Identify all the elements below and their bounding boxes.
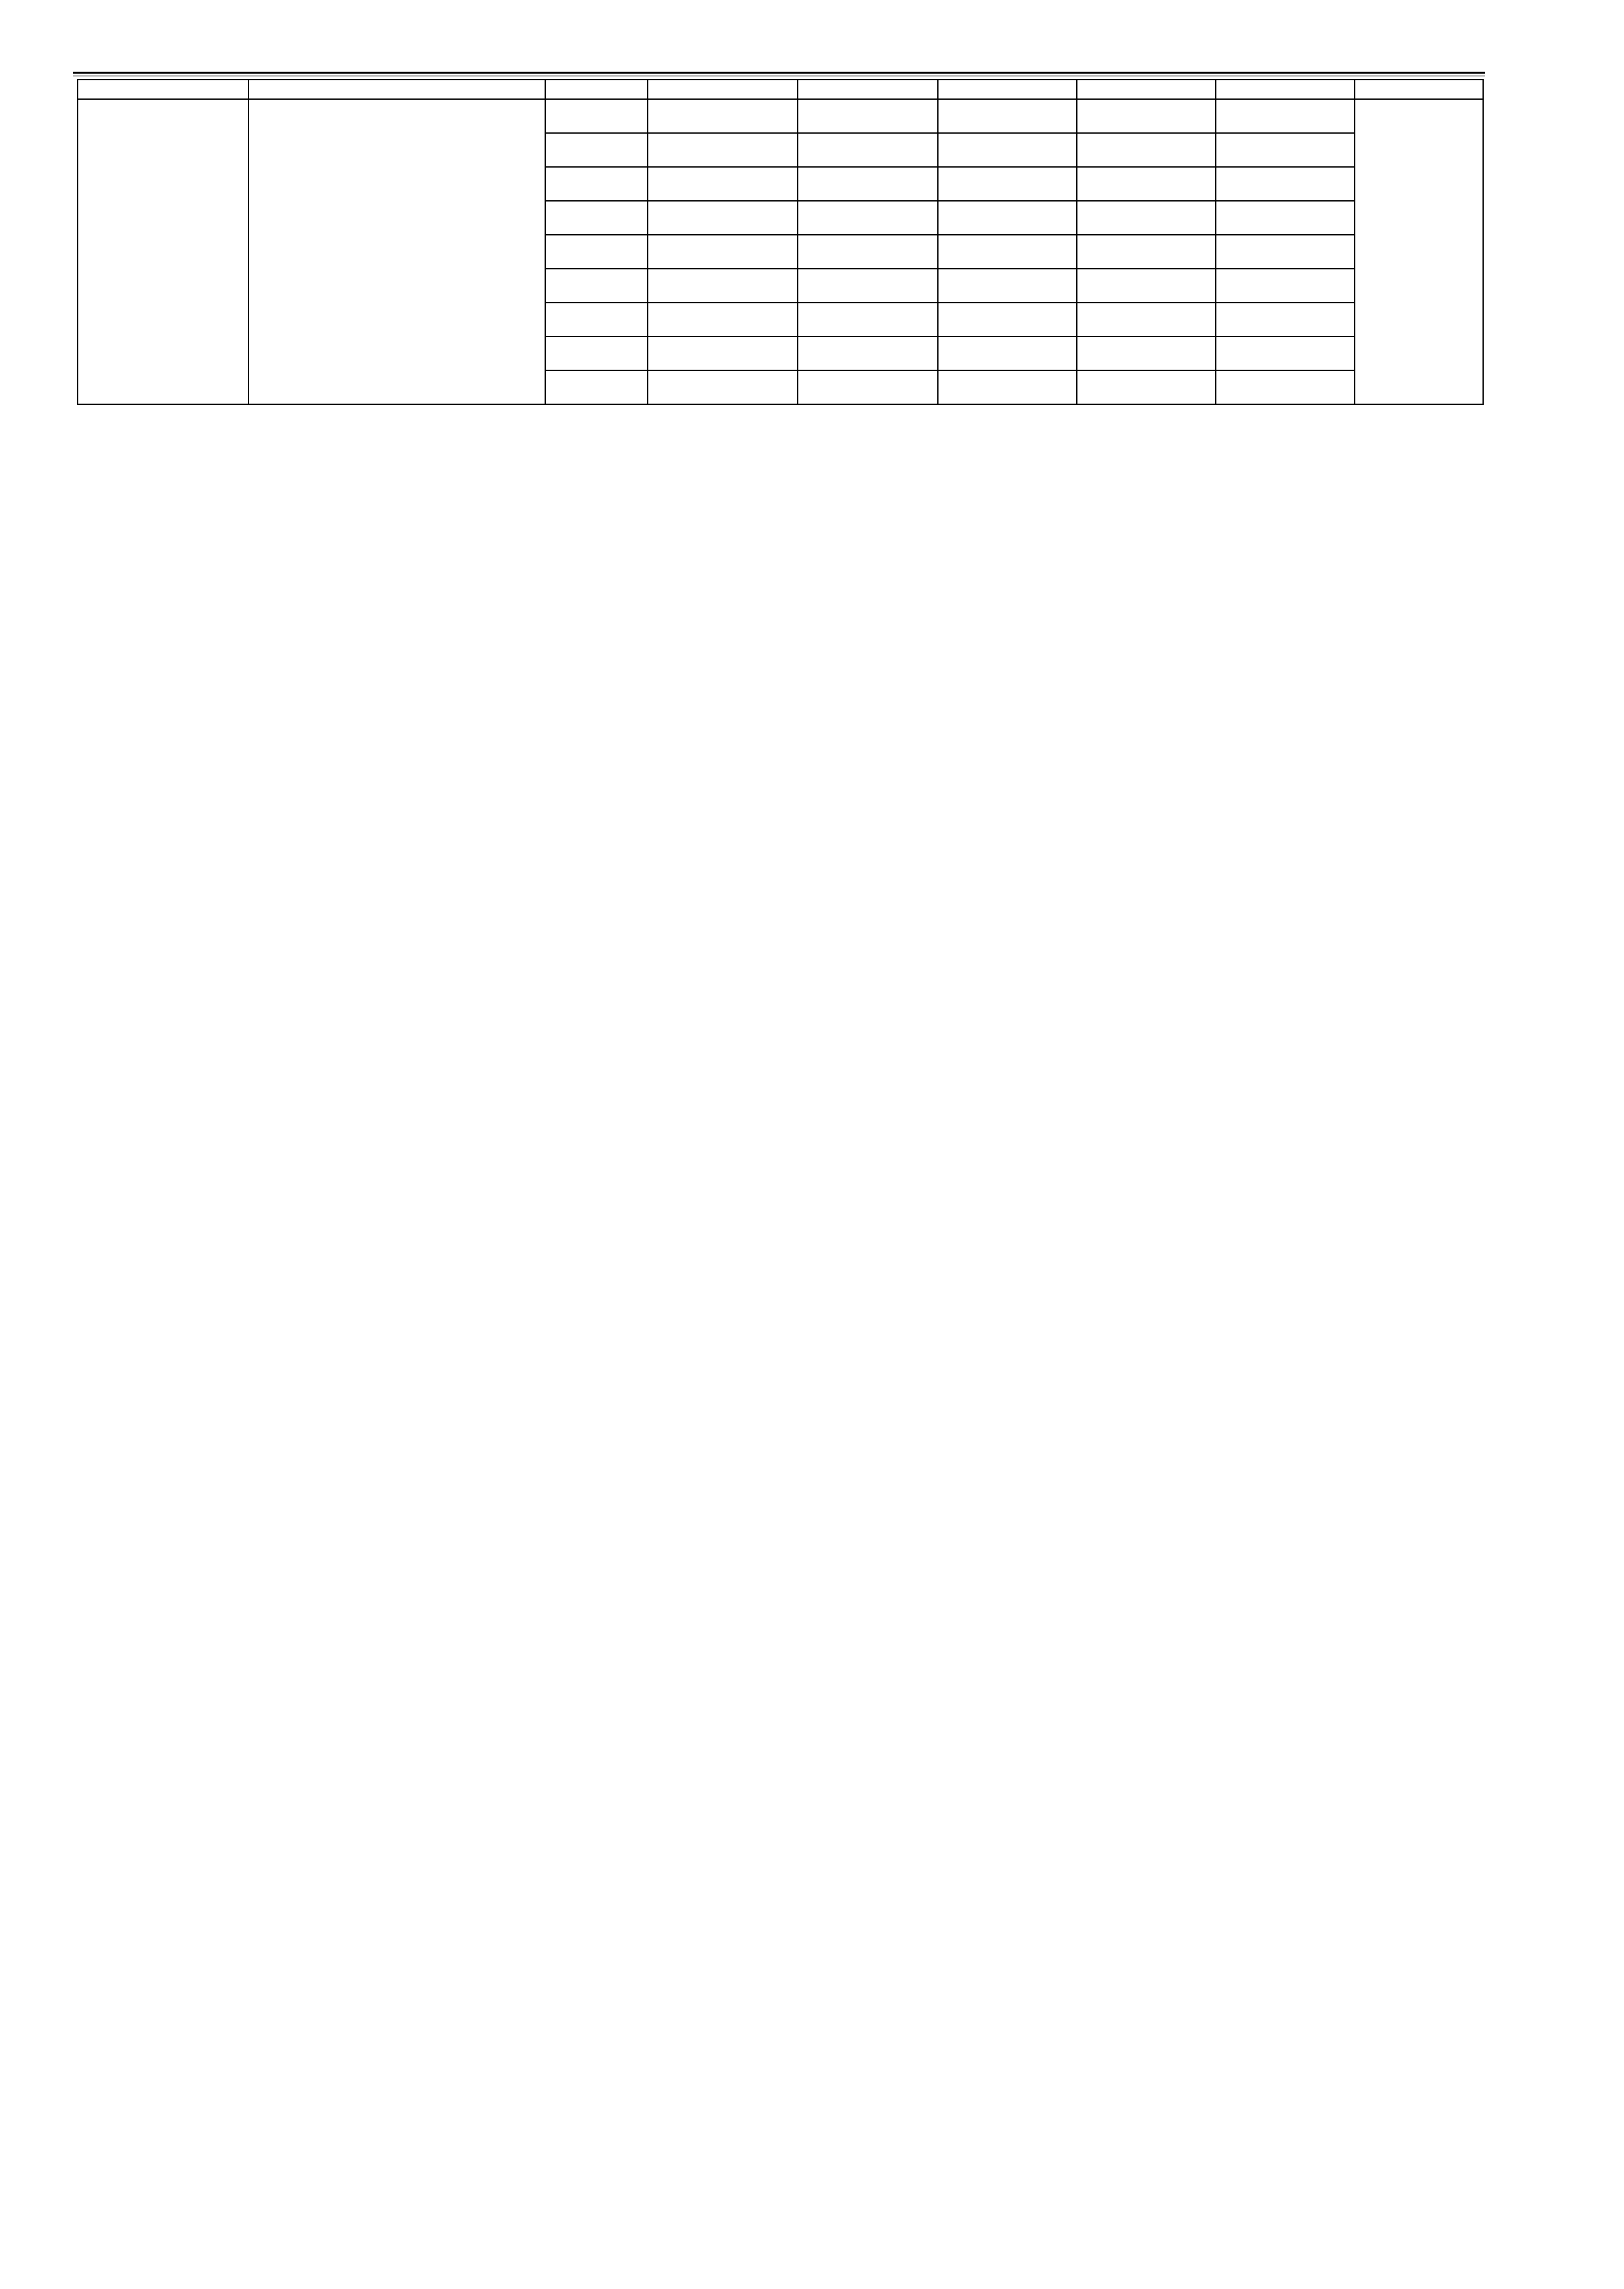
cost-value	[798, 303, 938, 337]
cost-value	[648, 303, 798, 337]
cost-value	[798, 337, 938, 370]
cost-value	[938, 235, 1077, 269]
column-number	[798, 80, 938, 99]
zone-code	[545, 201, 648, 235]
cost-value	[798, 201, 938, 235]
zone-code	[545, 167, 648, 201]
cost-value	[938, 167, 1077, 201]
cost-value	[938, 99, 1077, 133]
material-price	[1355, 99, 1483, 404]
cost-value	[648, 201, 798, 235]
cost-value	[798, 235, 938, 269]
cost-value	[1077, 370, 1216, 404]
zone-code	[545, 370, 648, 404]
cost-value	[1077, 303, 1216, 337]
header-rule	[73, 72, 1485, 74]
cost-value	[1216, 133, 1355, 167]
cost-value	[648, 99, 798, 133]
cost-value	[648, 235, 798, 269]
work-name	[248, 99, 545, 404]
column-number	[1077, 80, 1216, 99]
cost-value	[1216, 337, 1355, 370]
cost-value	[648, 269, 798, 303]
cost-value	[938, 337, 1077, 370]
cost-value	[938, 370, 1077, 404]
cost-value	[648, 133, 798, 167]
column-number-row	[78, 80, 1483, 99]
cost-value	[1216, 370, 1355, 404]
cost-value	[1216, 201, 1355, 235]
cost-value	[648, 337, 798, 370]
column-number	[1355, 80, 1483, 99]
cost-value	[798, 370, 938, 404]
cost-value	[1216, 235, 1355, 269]
zone-code	[545, 235, 648, 269]
column-number	[648, 80, 798, 99]
cost-value	[798, 99, 938, 133]
cost-value	[1216, 269, 1355, 303]
cost-value	[1216, 167, 1355, 201]
table-row	[78, 99, 1483, 133]
cost-value	[938, 201, 1077, 235]
resource-code	[78, 99, 248, 404]
cost-value	[938, 269, 1077, 303]
cost-value	[798, 167, 938, 201]
cost-value	[1216, 303, 1355, 337]
zone-code	[545, 99, 648, 133]
column-number	[1216, 80, 1355, 99]
zone-code	[545, 269, 648, 303]
cost-value	[798, 133, 938, 167]
cost-value	[938, 303, 1077, 337]
cost-value	[938, 133, 1077, 167]
cost-value	[798, 269, 938, 303]
cost-value	[1077, 337, 1216, 370]
cost-value	[1077, 269, 1216, 303]
column-number	[545, 80, 648, 99]
zone-code	[545, 337, 648, 370]
column-number	[78, 80, 248, 99]
cost-value	[648, 167, 798, 201]
cost-value	[648, 370, 798, 404]
cost-value	[1077, 235, 1216, 269]
cost-value	[1216, 99, 1355, 133]
zone-code	[545, 133, 648, 167]
column-number	[248, 80, 545, 99]
cost-value	[1077, 201, 1216, 235]
column-number	[938, 80, 1077, 99]
cost-value	[1077, 99, 1216, 133]
cost-value	[1077, 167, 1216, 201]
zone-code	[545, 303, 648, 337]
price-table	[77, 79, 1484, 405]
cost-value	[1077, 133, 1216, 167]
